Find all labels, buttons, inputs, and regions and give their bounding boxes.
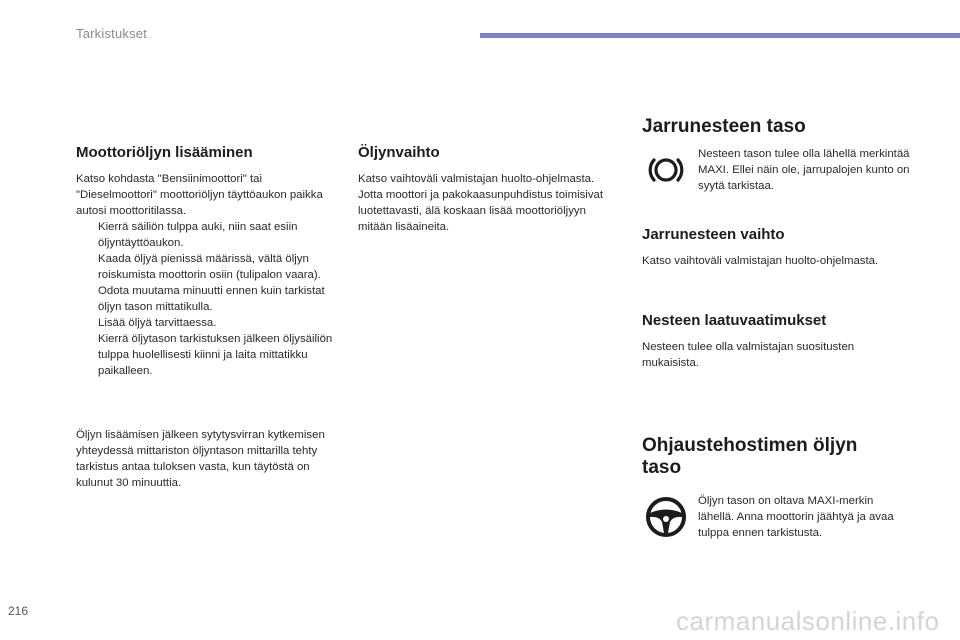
oil-change-heading: Öljynvaihto — [358, 144, 440, 161]
brake-change-heading: Jarrunesteen vaihto — [642, 226, 785, 243]
column-oil-top-up — [76, 143, 338, 491]
list-item: Lisää öljyä tarvittaessa. — [98, 317, 217, 329]
page-number: 216 — [8, 604, 29, 618]
list-item: Odota muutama minuutti ennen kuin tarkistat öljyn tason mittatikulla. — [98, 285, 325, 313]
brake-level-heading: Jarrunesteen taso — [642, 116, 806, 137]
brake-level-block — [642, 146, 910, 194]
header-accent-bar — [480, 33, 960, 38]
steering-wheel-icon — [642, 493, 690, 541]
oil-top-up-note: Öljyn lisäämisen jälkeen sytytysvirran kytkemisen yhteydessä mittariston öljyntason mittarilla tehty tarkistus antaa tuloksen vasta, kun täytöstä on kulunut 30 minuuttia. — [76, 429, 325, 489]
steering-heading: Ohjaustehostimen öljyn taso — [642, 435, 858, 478]
fluid-spec-text: Nesteen tulee olla valmistajan suositusten mukaisista. — [642, 341, 855, 369]
oil-top-up-steps — [76, 219, 338, 379]
list-item: Kaada öljyä pienissä määrissä, vältä öljyn roiskumista moottorin osiin (tulipalon vaara). — [98, 253, 321, 281]
fluid-spec-heading: Nesteen laatuvaatimukset — [642, 312, 827, 329]
watermark: carmanualsonline.info — [676, 606, 940, 636]
oil-change-body: Katso vaihtoväli valmistajan huolto-ohjelmasta. Jotta moottori ja pakokaasunpuhdistus toimisivat luotettavasti, älä koskaan lisää moottoriöljyyn mitään lisäaineita. — [358, 173, 604, 233]
column-brake-fluid — [642, 116, 910, 541]
steering-text: Öljyn tason on oltava MAXI-merkin lähellä. Anna moottorin jäähtyä ja avaa tulppa ennen tarkistusta. — [698, 495, 894, 539]
oil-top-up-intro: Katso kohdasta "Bensiinimoottori" tai "Dieselmoottori" moottoriöljyn täyttöaukon paikka autosi moottoritilassa. — [76, 173, 323, 217]
column-oil-change — [358, 143, 620, 235]
brake-level-text: Nesteen tason tulee olla lähellä merkintää MAXI. Ellei näin ole, jarrupalojen kunto on syytä tarkistaa. — [698, 148, 910, 192]
steering-block — [642, 493, 910, 541]
list-item: Kierrä öljytason tarkistuksen jälkeen öljysäiliön tulppa huolellisesti kiinni ja laita mittatikku paikalleen. — [98, 333, 333, 377]
oil-top-up-heading: Moottoriöljyn lisääminen — [76, 144, 253, 161]
list-item: Kierrä säiliön tulppa auki, niin saat esiin öljyntäyttöaukon. — [98, 221, 298, 249]
brake-change-text: Katso vaihtoväli valmistajan huolto-ohjelmasta. — [642, 255, 879, 267]
brake-warning-icon — [642, 146, 690, 194]
section-header: Tarkistukset — [76, 26, 148, 41]
